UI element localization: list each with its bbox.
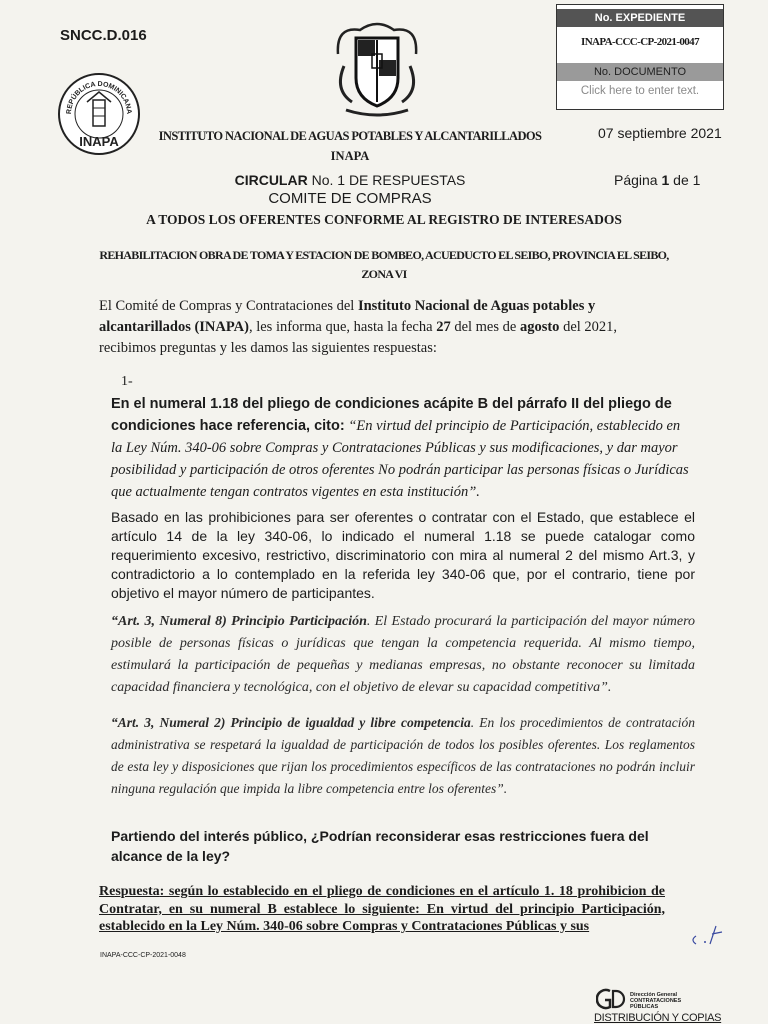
question-intro-paragraph [111,393,695,503]
circular-number: No. 1 DE RESPUESTAS [311,172,466,188]
document-code: SNCC.D.016 [60,27,147,44]
committee-name: COMITE DE COMPRAS [268,190,432,207]
quote-art3-2-heading: “Art. 3, Numeral 2) Principio de igualdad y libre competencia [111,715,471,730]
answer-label: Respuesta [99,884,160,899]
page-indicator [614,172,700,188]
coat-of-arms-emblem [330,14,424,118]
quote-art3-2-body: . En los procedimientos de contratación administrativa se respetará la igualdad de participación de todos los posibles oferentes. Los reglamentos de esta ley y disposiciones que rijan los procedimientos específicos de las contrataciones no podrán incluir ninguna regulación que impida la libre competencia entre los oferentes”. [111,715,695,796]
addressee-heading: A TODOS LOS OFERENTES CONFORME AL REGISTRO DE INTERESADOS [146,212,622,227]
question-paragraph: Partiendo del interés público, ¿Podrían reconsiderar esas restricciones fuera del alcance de la ley? [111,828,649,864]
answer-paragraph [99,883,665,936]
quote-art3-8-body: . El Estado procurará la participación del mayor número posible de personas físicas o jurídicas que tengan la competencia requerida. Al mismo tiempo, estimulará la participación de pequeñas y medianas empresas, no obstante reconocer su limitada capacidad financiera y tecnológica, con el objetivo de elevar su capacidad competitiva”. [111,614,695,695]
expediente-value: INAPA-CCC-CP-2021-0047 [581,36,699,48]
subject-heading: REHABILITACION OBRA DE TOMA Y ESTACION DE BOMBEO, ACUEDUCTO EL SEIBO, PROVINCIA EL SEIBO, ZONA VI [99,248,669,281]
dgcp-logo-icon [596,988,626,1010]
intro-month: agosto [519,319,560,335]
seal-top-text: REPÚBLICA DOMINICANA [65,80,133,115]
intro-text-2: , les informa que, hasta la fecha [248,319,437,335]
item-number: 1- [121,374,133,389]
page-total: de 1 [673,172,701,188]
question-intro-lead: En el numeral 1.18 del pliego de condiciones acápite B del párrafo II del pliego de condiciones hace referencia, cito: [111,396,672,434]
intro-text-4: del 2021, recibimos preguntas y les damos las siguientes respuestas: [99,319,618,356]
question-intro-quote: “En virtud del principio de Participación, establecido en la Ley Núm. 340-06 sobre Compras y Contrataciones Públicas y sus modificaciones, y dar mayor posibilidad y participación de otros oferentes No podrán participar las personas físicas o Jurídicas que actualmente tengan contratos vigentes en esta institución”. [111,418,689,500]
expediente-label: No. EXPEDIENTE [557,9,723,27]
quote-article-3-numeral-2 [111,712,695,800]
intro-paragraph [99,296,677,359]
handwritten-mark-icon [688,920,728,950]
circular-title [150,172,550,188]
page-label: Página [614,172,658,188]
organization-name: INSTITUTO NACIONAL DE AGUAS POTABLES Y ALCANTARILLADOS [158,129,542,143]
footer-document-code: INAPA-CCC-CP-2021-0048 [100,952,186,959]
intro-day: 27 [436,319,451,335]
seal-bottom-text: INAPA [79,134,119,149]
dgcp-name: Dirección General CONTRATACIONES PÚBLICAS [630,992,682,1010]
quote-article-3-numeral-8 [111,611,695,699]
document-date: 07 septiembre 2021 [598,125,722,141]
documento-label: No. DOCUMENTO [557,63,723,81]
institution-name: Instituto Nacional de Aguas potables y alcantarillados (INAPA) [99,298,596,335]
documento-input[interactable]: Click here to enter text. [580,85,700,97]
organization-abbreviation: INAPA [330,149,370,163]
footer-distribution-label: DISTRIBUCIÓN Y COPIAS [594,1012,722,1024]
circular-word: CIRCULAR [234,172,308,188]
expediente-box [556,4,724,110]
intro-text-1: El Comité de Compras y Contrataciones del [99,298,358,314]
page-current: 1 [661,172,670,188]
intro-text-3: del mes de [450,319,520,335]
basis-paragraph: Basado en las prohibiciones para ser oferentes o contratar con el Estado, que establece el artículo 14 de la ley 340-06, lo indicado el numeral 1.18 se puede catalogar como requerimiento excesivo, restrictivo, discriminatorio con mira al numeral 2 del mismo Art.3, y contradictorio a lo contemplado en la referida ley 340-06 que, por el contrario, tiene por objetivo el mayor número de participantes. [111,509,695,601]
inapa-seal-logo [57,72,141,156]
answer-text: : según lo establecido en el pliego de condiciones en el artículo 1. 18 prohibicion de Contratar, en su numeral B establece lo siguiente: En virtud del principio Participación, establecido en la Ley Núm. 340-06 sobre Compras y Contrataciones Públicas y sus [99,884,665,934]
quote-art3-8-heading: “Art. 3, Numeral 8) Principio Participación [111,614,367,629]
